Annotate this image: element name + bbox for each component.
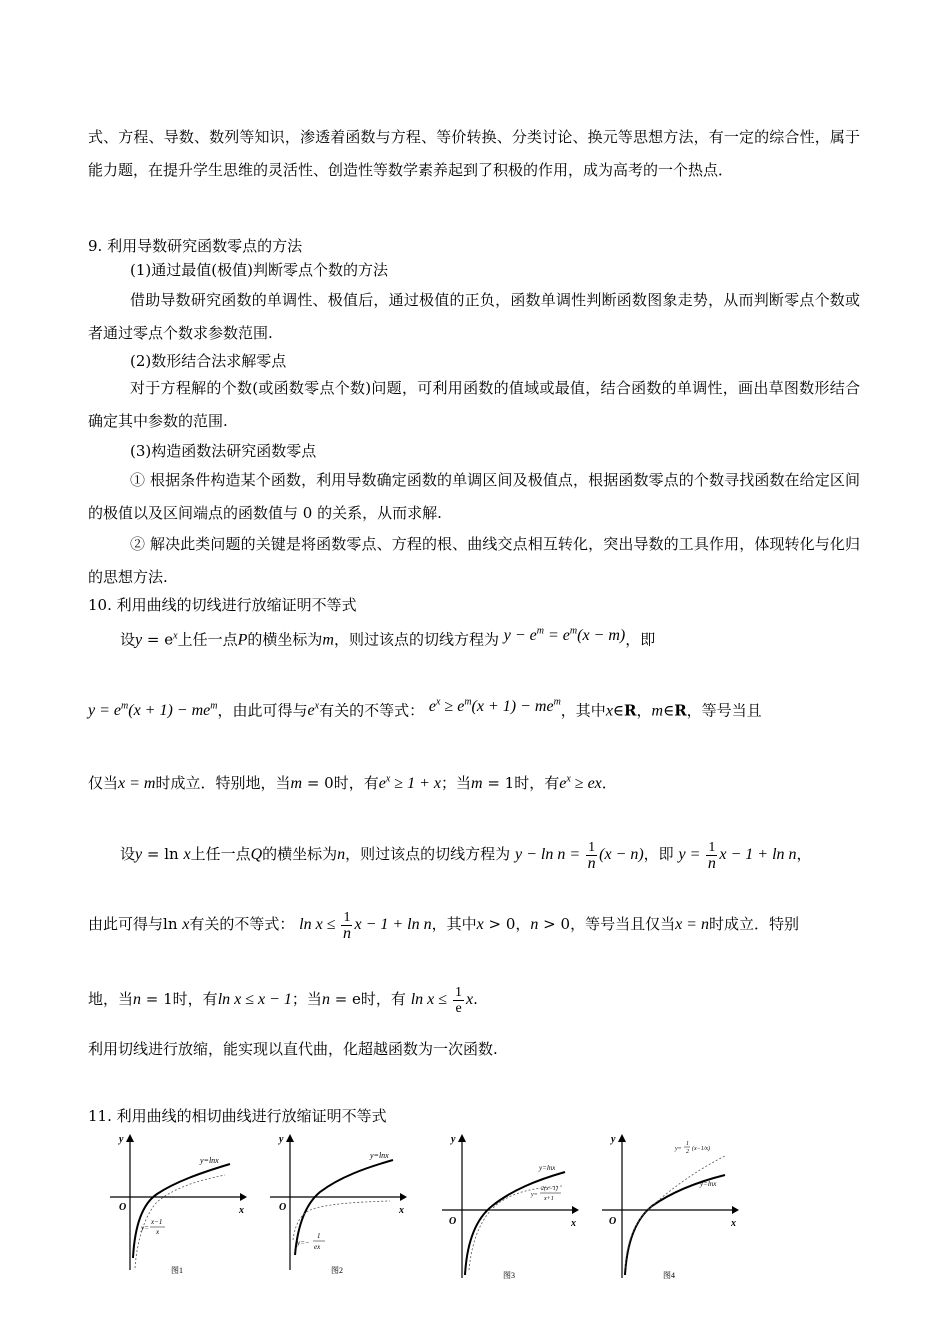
s10-line2: $y = e^m(x + 1) - me^m$，由此可得与$e^x$有关的不等式： $e^x \ge e^m(x + 1) - me^m$，其中x∈R，m∈R，等号当且 [88,697,762,720]
other-label-num: 1 [686,1141,689,1147]
other-label-num: 2(x−1) [541,1186,558,1192]
curve-label: y=lnx [370,1151,389,1160]
origin-label: O [449,1216,457,1227]
s10-line5: 由此可得与ln x有关的不等式： ln x ≤ $\frac{1}{n}$ x − 1 + ln n，其中x > 0，n > 0，等号当且仅当x = n时成立．特别 [88,910,799,942]
y-axis-label: y [451,1134,456,1145]
y-axis-label: y [611,1134,616,1145]
other-label-pre: y= [141,1224,149,1232]
curve-other [135,1175,225,1268]
section-9-sub2: (2)数形结合法求解零点 [130,352,287,370]
y-axis-label: y [279,1134,284,1145]
section-9-p1: 借助导数研究函数的单调性、极值后，通过极值的正负，函数单调性判断函数图象走势，从而判断零点个数或者通过零点个数求参数范围. [88,291,860,342]
other-label-den: x [156,1228,160,1236]
origin-label: O [119,1202,127,1213]
section-9-title: 9. 利用导数研究函数零点的方法 [88,237,303,255]
x-axis-label: x [571,1218,576,1229]
curve-lnx [625,1175,725,1275]
figure-3 [437,1130,587,1280]
figure-caption: 图1 [171,1266,183,1275]
other-label-pre: y=− [297,1239,310,1247]
curve-label: y=lnx [200,1156,219,1165]
curve-label: y=lnx [700,1180,717,1188]
figure-1 [105,1130,255,1275]
intro-paragraph: 式、方程、导数、数列等知识，渗透着函数与方程、等价转换、分类讨论、换元等思想方法，有一定的综合性，属于能力题，在提升学生思维的灵活性、创造性等数学素养起到了积极的作用，成为高考的一个热点． [88,128,860,179]
figure-caption: 图4 [663,1271,675,1280]
other-label-den: x+1 [544,1196,554,1202]
other-label-pre: y= [675,1146,682,1152]
curve-label: y=lnx [539,1164,556,1172]
curve-lnx [133,1164,230,1258]
curve-other [625,1156,725,1268]
other-label-den: 2 [686,1149,689,1155]
s10-line3: 仅当x = m时成立．特别地，当m = 0时，有$e^x \ge 1 + x$；当m = 1时，有$e^x$ ≥ ex． [88,773,617,792]
s10-line6: 地，当n = 1时，有ln x ≤ x − 1；当n = e时，有 ln x ≤ $\frac{1}{e}$ x. [88,985,478,1016]
s10-line1: 设$y = e^x$上任一点P的横坐标为m，则过该点的切线方程为 $y - e^m = e^m(x - m)$，即 [120,626,656,649]
figure-caption: 图2 [331,1266,343,1275]
x-axis-label: x [239,1205,244,1216]
other-label-tail: (x−1/x) [692,1146,711,1152]
x-axis-label: x [731,1218,736,1229]
s10-line4: 设y = ln x上任一点Q的横坐标为n，则过该点的切线方程为 y − ln n = $\frac{1}{n}$ (x − n)，即 y = $\frac{1}{n}$ x − 1 + ln n， [120,840,812,872]
other-label-num: x−1 [151,1218,163,1226]
figure-2 [265,1130,415,1275]
curve-lnx [295,1160,393,1255]
other-label-den: ex [314,1243,321,1251]
x-axis-label: x [399,1205,404,1216]
section-10-title: 10. 利用曲线的切线进行放缩证明不等式 [88,596,357,614]
y-axis-label: y [119,1134,124,1145]
section-9-p3: ① 根据条件构造某个函数，利用导数确定函数的单调区间及极值点，根据函数零点的个数寻找函数在给定区间的极值以及区间端点的函数值与 0 的关系，从而求解. [88,471,860,522]
origin-label: O [609,1216,617,1227]
other-label-num: 1 [317,1232,321,1240]
figure-4 [597,1130,747,1280]
section-9-p4: ② 解决此类问题的关键是将函数零点、方程的根、曲线交点相互转化，突出导数的工具作用，体现转化与化归的思想方法. [88,535,860,586]
section-9-sub3: (3)构造函数法研究函数零点 [130,442,317,460]
origin-label: O [279,1202,287,1213]
section-9-sub1: (1)通过最值(极值)判断零点个数的方法 [130,261,388,279]
other-label-pre: y= [531,1192,538,1198]
s10-last: 利用切线进行放缩，能实现以直代曲，化超越函数为一次函数. [88,1040,498,1058]
figure-caption: 图3 [503,1271,515,1280]
section-9-p2: 对于方程解的个数(或函数零点个数)问题，可利用函数的值域或最值，结合函数的单调性，画出草图数形结合确定其中参数的范围. [88,379,860,430]
section-11-title: 11. 利用曲线的相切曲线进行放缩证明不等式 [88,1107,387,1125]
